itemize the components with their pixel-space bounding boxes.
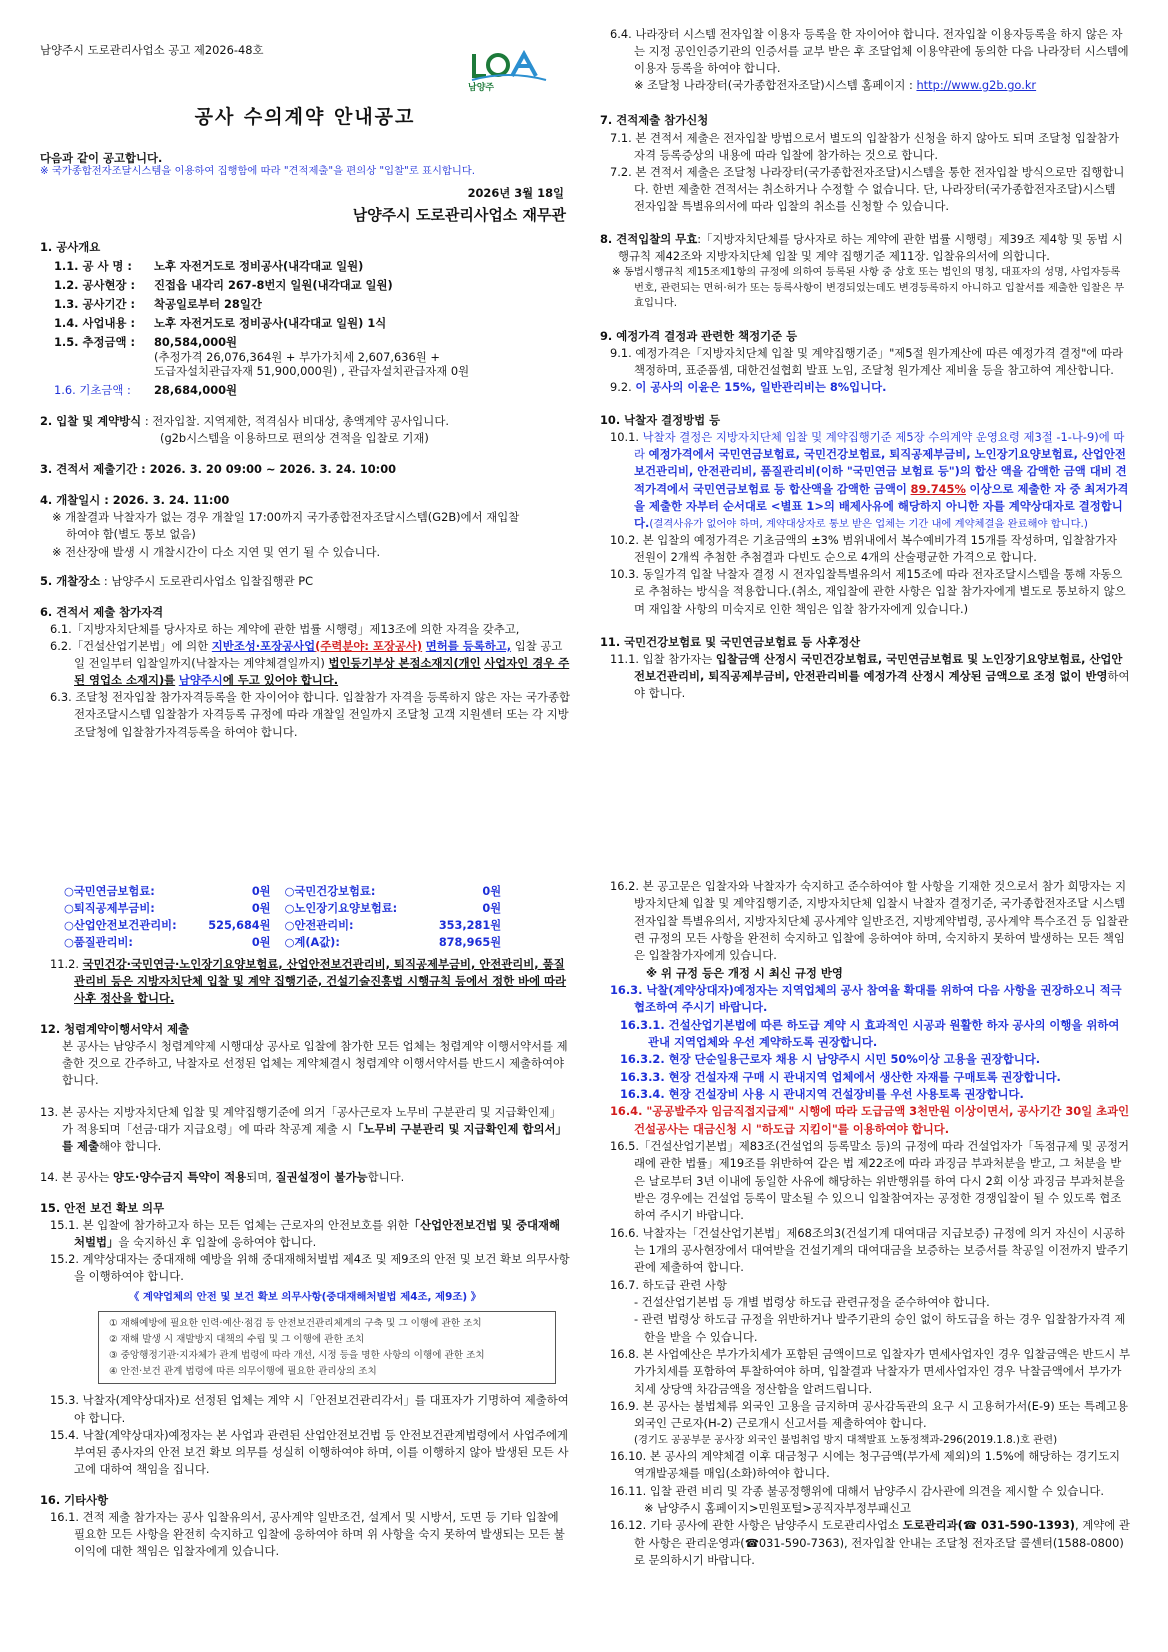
s4: 4. 개찰일시 : 2026. 3. 24. 11:00 [40, 493, 230, 508]
nyj-logo [468, 48, 550, 96]
s7-head: 7. 견적제출 참가신청 [600, 113, 709, 128]
s8: 8. 견적입찰의 무효:「지방자치단체를 당사자로 하는 계약에 관한 법률 시행령」제39조 제4항 및 동법 시행규칙 제42조와 지방자치단체 입찰 및 계약 집행기준 제11장. 입찰유의서에 의합니다. [600, 232, 1123, 264]
s10-p1: 10.1. 낙찰자 결정은 지방자치단체 입찰 및 계약집행기준 제5장 수의계약 운영요령 제3절 -1-나-9)에 따라 예정가격에서 국민연금보험료, 국민건강보험료, 퇴직공제부금비, 노인장기요양보험료, 산업안전보건관리비, 안전관리비, 품질관리비(이하 "국민연금 보험료 등")의 합산 액을 감액한 금액 대비 견적가격에서 국민연금보험료 등 합산액을 감액한 금액이 89.745% 이상으로 제출한 자 중 최저가격을 제출한 자부터 순서대로 <별표 1>의 배제사유에 해당하지 아니한 자를 계약상대자로 결정합니다.(결격사유가 없어야 하며, 계약대상자로 통보 받은 업체는 기간 내에 계약체결을 완료해야 합니다.) [610, 430, 1129, 530]
s10-p2: 10.2. 본 입찰의 예정가격은 기초금액의 ±3% 범위내에서 복수예비가격 15개를 작성하며, 입찰참가자 전원이 2개씩 추첨한 추첨결과 다빈도 순으로 4개의 산술평균한 가격으로 합니다. [610, 533, 1118, 565]
s14: 14. 본 공사는 양도·양수금지 특약이 적용되며, 질권설정이 불가능합니다. [40, 1169, 405, 1184]
s16-p3-1: 16.3.1. 건설산업기본법에 따른 하도급 계약 시 효과적인 시공과 원활한 하자 공사의 이행을 위하여 관내 지역업체와 우선 계약하도록 권장합니다. [620, 1017, 1120, 1049]
s6-head: 6. 견적서 제출 참가자격 [40, 604, 164, 619]
issuing-org: 남양주시 도로관리사업소 재무관 [352, 206, 566, 225]
insurance-table [64, 884, 515, 952]
s9-head: 9. 예정가격 결정과 관련한 책정기준 등 [600, 328, 798, 343]
s16-p5: 16.5.「건설산업기본법」제83조(건설업의 등록말소 등)의 규정에 따라 건설업자가「독점규제 및 공정거래에 관한 법률」제19조를 위반하여 같은 법 제22조에 따라 과징금 부과처분을 받고, 그 처분을 받은 날로부터 3년 이내에 동일한 사유에 해당하는 위반행위를 하여 다시 2회 이상 과징금 부과처분을 받은 경우에는 건설업 등록이 말소될 수 있으니 입찰참여자는 공정한 경쟁입찰이 될 수 있도록 협조하여 주시기 바랍니다. [610, 1138, 1130, 1223]
insurance-row: ○품질관리비: 0원 ○계(A값): 878,965원 [64, 935, 502, 949]
bottom-right-column [600, 878, 1130, 1569]
s1-row-site: 1.2. 공사현장 : 진접읍 내각리 267-8번지 일원(내각대교 일원) [54, 277, 393, 292]
s15-head: 15. 안전 보건 확보 의무 [40, 1200, 165, 1215]
insurance-row: ○산업안전보건관리비: 525,684원 ○안전관리비: 353,281원 [64, 918, 502, 932]
s1-head: 1. 공사개요 [40, 239, 101, 254]
intro-text: 다음과 같이 공고합니다. [40, 150, 163, 165]
s16-p4: 16.4. "공공발주자 임금직접지급제" 시행에 따라 도급금액 3천만원 이상이면서, 공사기간 30일 초과인 건설공사는 대금신청 시 "하도급 지킴이"를 이용하여야 합니다. [610, 1104, 1130, 1136]
page-title: 공사 수의계약 안내공고 [194, 106, 416, 129]
s15-p2: 15.2. 계약상대자는 중대재해 예방을 위해 중대재해처벌법 제4조 및 제9조의 안전 및 보건 확보 의무사항을 이행하여야 합니다. [50, 1252, 570, 1284]
s9-p1: 9.1. 예정가격은「지방자치단체 입찰 및 계약집행기준」"제5절 원가계산에 따른 예정가격 결정"에 따라 책정하며, 표준품셈, 대한건설협회 발표 노임, 조달청 원가계산 제비율 등을 참고하여 계산합니다. [610, 345, 1123, 377]
s1-rows [40, 258, 570, 399]
safety-duty-item: ④ 안전·보건 관계 법령에 따른 의무이행에 필요한 관리상의 조치 [109, 1365, 377, 1377]
s10-head: 10. 낙찰자 결정방법 등 [600, 413, 721, 428]
safety-duty-item: ③ 중앙행정기관·지자체가 관계 법령에 따라 개선, 시정 등을 명한 사항의 이행에 관한 조치 [109, 1349, 485, 1361]
intro-note: ※ 국가종합전자조달시스템을 이용하여 집행함에 따라 "견적제출"을 편의상 "입찰"로 표시합니다. [40, 164, 476, 177]
notice-number: 남양주시 도로관리사업소 공고 제2026-48호 [40, 43, 264, 57]
s13: 13. 본 공사는 지방자치단체 입찰 및 계약집행기준에 의거「공사근로자 노무비 구분관리 및 지급확인제」가 적용되며「선금·대가 지급요령」에 따라 착공계 제출 시「노무비 구분관리 및 지급확인제 합의서」를 제출해야 합니다. [40, 1104, 567, 1153]
s6-p1: 6.1.「지방자치단체를 당사자로 하는 계약에 관한 법률 시행령」제13조에 의한 자격을 갖추고, [50, 621, 520, 636]
s16-p3-4: 16.3.4. 현장 건설장비 사용 시 관내지역 건설장비를 우선 사용토록 권장합니다. [620, 1086, 1024, 1101]
s7-p2: 7.2. 본 견적서 제출은 조달청 나라장터(국가종합전자조달)시스템을 통한 전자입찰 방식으로만 집행합니다. 한번 제출한 견적서는 취소하거나 수정할 수 없습니다. 단, 나라장터(국가종합전자조달)시스템 전자입찰 특별유의서에 따라 입찰의 취소를 신청할 수 있습니다. [610, 164, 1125, 213]
logo-text: 남양주 [468, 83, 495, 93]
s16-p1: 16.1. 견적 제출 참가자는 공사 입찰유의서, 공사계약 일반조건, 설계서 및 시방서, 도면 등 기타 입찰에 필요한 모든 사항을 완전히 숙지하고 입찰에 응하여야 하며 위 사항을 숙지 못하여 발생되는 모든 불이익에 대한 책임은 입찰자에게 있습니다. [50, 1510, 565, 1559]
s16-p3-2: 16.3.2. 현장 단순일용근로자 채용 시 남양주시 시민 50%이상 고용을 권장합니다. [620, 1052, 1041, 1067]
s1-row-estimate: 1.5. 추정금액 : 80,584,000원 [54, 335, 238, 350]
s11-p1: 11.1. 입찰 참가자는 입찰금액 산정시 국민건강보험료, 국민연금보험료 및 노인장기요양보험료, 산업안전보건관리비, 퇴직공제부금비, 안전관리비를 예정가격 산정시 계상된 금액으로 조정 없이 반영하여야 합니다. [610, 651, 1130, 701]
safety-duty-item: ② 재해 발생 시 재발방지 대책의 수립 및 그 이행에 관한 조치 [109, 1333, 365, 1345]
s11-head: 11. 국민건강보험료 및 국민연금보험료 등 사후정산 [600, 634, 861, 649]
insurance-row: ○퇴직공제부금비: 0원 ○노인장기요양보험료: 0원 [64, 901, 502, 915]
s16-p2-note: ※ 위 규정 등은 개정 시 최신 규정 반영 [646, 965, 843, 980]
s16-p10: 16.10. 본 공사의 계약체결 이후 대금청구 시에는 청구금액(부가세 제외)의 1.5%에 해당하는 경기도지역개발공채를 매입(소화)하여야 합니다. [610, 1449, 1121, 1481]
s16-head: 16. 기타사항 [40, 1492, 109, 1507]
s6-p4: 6.4. 나라장터 시스템 전자입찰 이용자 등록을 한 자이어야 합니다. 전자입찰 이용자등록을 하지 않은 자는 지정 공인인증기관의 인증서를 교부 받은 후 조달업체 이용약관에 동의한 다음 나라장터 시스템에 이용자 등록을 하여야 합니다. [610, 27, 1129, 76]
s1-row-name: 1.1. 공 사 명 : 노후 자전거도로 정비공사(내각대교 일원) [54, 258, 364, 273]
s16-p7b: - 관련 법령상 하도급 규정을 위반하거나 발주기관의 승인 없이 하도급을 하는 경우 입찰참가자격 제한을 받을 수 있습니다. [634, 1312, 1126, 1344]
s15-p1: 15.1. 본 입찰에 참가하고자 하는 모든 업체는 근로자의 안전보호를 위한「산업안전보건법 및 중대재해처벌법」을 숙지하신 후 입찰에 응하여야 합니다. [50, 1218, 561, 1250]
s16-p8: 16.8. 본 사업예산은 부가가치세가 포함된 금액이므로 입찰자가 면세사업자인 경우 입찰금액은 반드시 부가가치세를 포함하여 투찰하여야 하며, 입찰결과 낙찰자가 면세사업자인 경우 낙찰금액에서 부가가치세 상당액 차감금액을 정산함을 알려드립니다. [610, 1346, 1130, 1396]
insurance-row: ○국민연금보험료: 0원 ○국민건강보험료: 0원 [64, 885, 502, 898]
s16-p6: 16.6. 낙찰자는「건설산업기본법」제68조의3(건설기계 대여대금 지급보증) 규정에 의거 자신이 시공하는 1개의 공사현장에서 대여받을 건설기계의 대여대금을 보증하는 보증서를 착공일 이전까지 발주기관에 제출하여 합니다. [610, 1225, 1129, 1275]
s16-p7a: - 건설산업기본법 등 개별 법령상 하도급 관련규정을 준수하여야 합니다. [634, 1294, 990, 1309]
s16-p11-note: ※ 남양주시 홈페이지>민원포털>공직자부정부패신고 [644, 1501, 911, 1516]
s2: 2. 입찰 및 계약방식 : 전자입찰. 지역제한, 적격심사 비대상, 총액계약 공사입니다. [40, 413, 449, 428]
top-right-column [600, 26, 1130, 702]
s3: 3. 견적서 제출기간 : 2026. 3. 20 09:00 ~ 2026. 3. 24. 10:00 [40, 462, 397, 477]
s7-p1: 7.1. 본 견적서 제출은 전자입찰 방법으로서 별도의 입찰참가 신청을 하지 않아도 되며 조달청 입찰참가 자격 등록증상의 내용에 따라 입찰에 참가하는 것으로 합니다. [610, 130, 1119, 162]
notice-date: 2026년 3월 18일 [467, 186, 564, 201]
s2-note: (g2b시스템을 이용하므로 편의상 견적을 입찰로 기재) [160, 431, 429, 446]
s16-p9: 16.9. 본 공사는 불법체류 외국인 고용을 금지하며 공사감독관의 요구 시 고용허가서(E-9) 또는 특례고용 외국인 근로자(H-2) 근로개시 신고서를 제출하여야 합니다. [610, 1398, 1129, 1431]
s10-p3: 10.3. 동일가격 입찰 낙찰자 결정 시 전자입찰특별유의서 제15조에 따라 전자조달시스템을 통해 자동으로 추첨하는 방식을 적용합니다.(취소, 재입찰에 관한 사항은 입찰 참가자에게 별도로 통보하지 않으며 재입찰 사항의 미숙지로 인한 책임은 입찰 참가자에게 있습니다.) [610, 567, 1126, 616]
s8-note: ※ 동법시행규칙 제15조제1항의 규정에 의하여 등록된 사항 중 상호 또는 법인의 명칭, 대표자의 성명, 사업자등록번호, 관련되는 면허·허가 또는 등록사항이 변경되었는데도 변경등록하지 아니하고 입찰서를 제출한 입찰은 무효입니다. [612, 266, 1125, 310]
s5: 5. 개찰장소 : 남양주시 도로관리사업소 입찰집행관 PC [40, 573, 314, 588]
s16-p7: 16.7. 하도급 관련 사항 [610, 1277, 727, 1292]
s16-p3: 16.3. 낙찰(계약상대자)예정자는 지역업체의 공사 참여율 확대를 위하여 다음 사항을 권장하오니 적극 협조하여 주시기 바랍니다. [610, 982, 1122, 1015]
s16-p11: 16.11. 입찰 관련 비리 및 각종 불공정행위에 대해서 남양주시 감사관에 의견을 제시할 수 있습니다. [610, 1483, 1105, 1498]
bottom-left-column [40, 884, 570, 1560]
safety-duty-box [98, 1311, 556, 1384]
s6-p4-note: ※ 조달청 나라장터(국가종합전자조달)시스템 홈페이지 : http://www.g2b.go.kr [634, 78, 1037, 93]
s4-note2: ※ 전산장애 발생 시 개찰시간이 다소 지연 및 연기 될 수 있습니다. [52, 544, 381, 559]
s15-p4: 15.4. 낙찰(계약상대자)예정자는 본 사업과 관련된 산업안전보건법 등 안전보건관계법령에서 사업주에게 부여된 종사자의 안전 보건 확보 의무를 성실히 이행하여야 하며, 이를 이행하지 않아 발생된 모든 사고에 대하여 책임을 집니다. [50, 1427, 569, 1476]
safety-box-title: 《 계약업체의 안전 및 보건 확보 의무사항(중대재해처벌법 제4조, 제9조) 》 [128, 1290, 482, 1303]
s4-note1b: 하여야 함(별도 통보 없음) [66, 527, 196, 542]
s1-row-period: 1.3. 공사기간 : 착공일로부터 28일간 [54, 297, 262, 312]
s12-head: 12. 청렴계약이행서약서 제출 [40, 1022, 190, 1037]
s16-p12: 16.12. 기타 공사에 관한 사항은 남양주시 도로관리사업소 도로관리과(☎ 031-590-1393), 계약에 관한 사항은 관리운영과(☎031-590-7363), 전자입찰 안내는 조달청 전자조달 콜센터(1588-0800)로 문의하시기 바랍니다. [610, 1518, 1130, 1568]
s12-text: 본 공사는 남양주시 청렴계약제 시행대상 공사로 입찰에 참가한 모든 업체는 청렴계약 이행서약서를 제출한 것으로 간주하고, 낙찰자로 선정된 업체는 계약체결시 청렴계약 이행서약서를 반드시 제출하여야 합니다. [62, 1039, 568, 1088]
s15-p3: 15.3. 낙찰자(계약상대자)로 선정된 업체는 계약 시「안전보건관리각서」를 대표자가 기명하여 제출하여야 합니다. [50, 1393, 569, 1425]
s16-p3-3: 16.3.3. 현장 건설자재 구매 시 관내지역 업체에서 생산한 자재를 구매토록 권장합니다. [620, 1069, 1061, 1084]
s6-p2: 6.2.「건설산업기본법」에 의한 지반조성·포장공사업(주력분야: 포장공사) 면허를 등록하고, 입찰 공고일 전일부터 입찰일까지(낙찰자는 계약체결일까지) 법인등기부상 본점소재지(개인 사업자인 경우 주된 영업소 소재지)를 남양주시에 두고 있어야 합니다. [50, 639, 570, 688]
s1-estimate-detail: (추정가격 26,076,364원 + 부가가치세 2,607,636원 + 도급자설치관급자재 51,900,000원) , 관급자설치관급자재 0원 [154, 350, 470, 379]
s16-p2: 16.2. 본 공고문은 입찰자와 낙찰자가 숙지하고 준수하여야 할 사항을 기재한 것으로서 참가 희망자는 지방자치단체 입찰 및 계약집행기준, 지방자치단체 입찰시 낙찰자 결정기준, 국가종합전자조달 시스템 전자입찰 특별유의서, 지방자치단체 공사계약 일반조건, 지방계약법령, 공사계약 특수조건 등 입찰관련 규정의 모든 사항을 완전히 숙지하고 입찰에 응하여야 하며, 숙지하지 못하여 발생하는 모든 책임은 입찰참가자에게 있습니다. [610, 879, 1129, 963]
s1-row-content: 1.4. 사업내용 : 노후 자전거도로 정비공사(내각대교 일원) 1식 [54, 316, 387, 331]
s4-note1: ※ 개찰결과 낙찰자가 없는 경우 개찰일 17:00까지 국가종합전자조달시스템(G2B)에서 재입찰 [52, 510, 520, 525]
safety-duty-item: ① 재해예방에 필요한 인력·예산·점검 등 안전보건관리체계의 구축 및 그 이행에 관한 조치 [109, 1318, 482, 1330]
g2b-link[interactable]: http://www.g2b.go.kr [916, 78, 1037, 93]
top-left-column [40, 42, 570, 741]
s1-row-base: 1.6. 기초금액 : 28,684,000원 [54, 382, 238, 397]
s9-p2: 9.2. 이 공사의 이윤은 15%, 일반관리비는 8%입니다. [610, 379, 887, 394]
s6-p3: 6.3. 조달청 전자입찰 참가자격등록을 한 자이어야 합니다. 입찰참가 자격을 등록하지 않은 자는 국가종합전자조달시스템 입찰참가 자격등록 규정에 따라 개찰일 전일까지 조달청 고객 지원센터 또는 각 지방조달청에 입찰참가자격등록을 하여야 합니다. [50, 690, 570, 739]
s11-p2: 11.2. 국민건강·국민연금·노인장기요양보험료, 산업안전보건관리비, 퇴직공제부금비, 안전관리비, 품질관리비 등은 지방자치단체 입찰 및 계약 집행기준, 건설기술진흥법 시행규칙 등에서 정한 바에 따라 사후 정산을 합니다. [50, 956, 567, 1005]
s16-p9-note: (경기도 공공부문 공사장 외국인 불법취업 방지 대책발표 노동정책과-296(2019.1.8.)호 관련) [634, 1433, 1058, 1446]
